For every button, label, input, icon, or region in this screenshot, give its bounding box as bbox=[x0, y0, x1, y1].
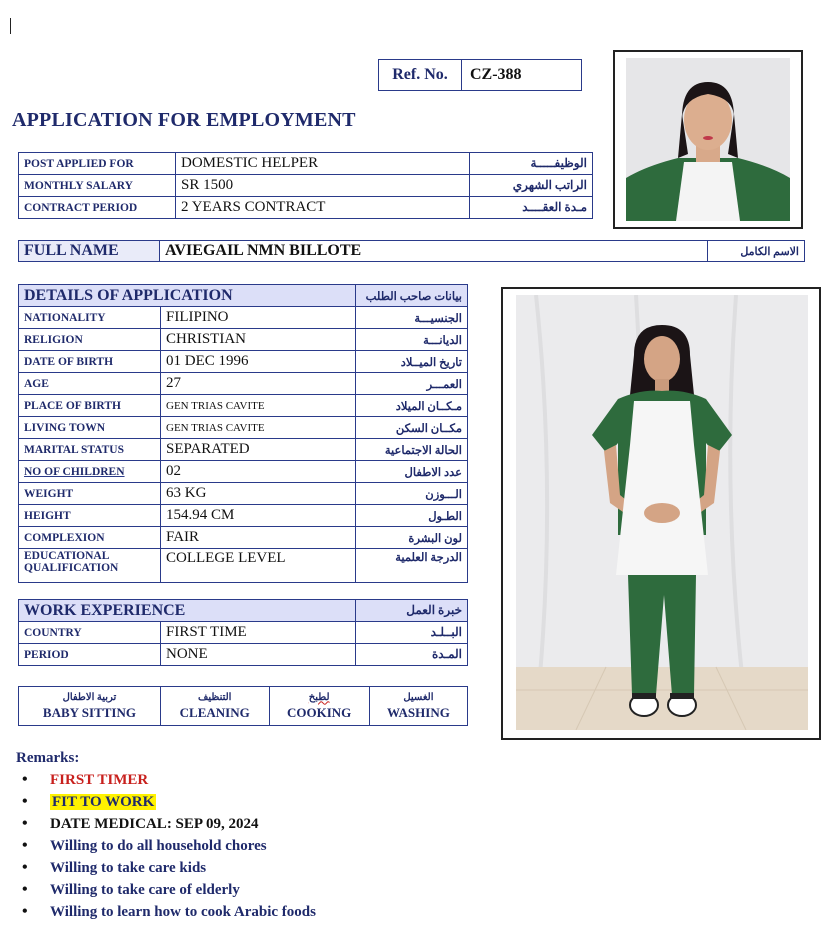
skills-table bbox=[18, 686, 468, 726]
details-label-arabic: تاريخ الميــلاد bbox=[356, 351, 468, 373]
skills-row bbox=[19, 687, 468, 726]
details-value: 01 DEC 1996 bbox=[161, 351, 356, 373]
details-label: DATE OF BIRTH bbox=[19, 351, 161, 373]
skill-baby-sitting bbox=[19, 687, 161, 726]
skill-cooking bbox=[269, 687, 369, 726]
remark-text: FIRST TIMER bbox=[50, 772, 149, 788]
work-header-arabic: خبرة العمل bbox=[356, 600, 468, 622]
details-row bbox=[19, 527, 468, 549]
details-label-arabic: الـــوزن bbox=[356, 483, 468, 505]
details-row bbox=[19, 483, 468, 505]
remark-item bbox=[22, 791, 316, 813]
post-table bbox=[18, 152, 593, 219]
skill-label: CLEANING bbox=[179, 704, 250, 720]
details-label-arabic: عدد الاطفال bbox=[356, 461, 468, 483]
full-name-table bbox=[18, 240, 805, 262]
salary-label: MONTHLY SALARY bbox=[19, 175, 176, 197]
salary-label-arabic: الراتب الشهري bbox=[470, 175, 593, 197]
details-label: NO OF CHILDREN bbox=[19, 461, 161, 483]
details-value: CHRISTIAN bbox=[161, 329, 356, 351]
details-value: GEN TRIAS CAVITE bbox=[161, 417, 356, 439]
portrait-photo bbox=[626, 58, 790, 221]
ref-label: Ref. No. bbox=[379, 60, 462, 90]
work-header: WORK EXPERIENCE bbox=[19, 600, 356, 622]
remark-text: FIT TO WORK bbox=[52, 794, 155, 810]
details-label-arabic: مكــان السكن bbox=[356, 417, 468, 439]
details-row bbox=[19, 329, 468, 351]
full-body-photo-frame bbox=[501, 287, 821, 740]
details-label: NATIONALITY bbox=[19, 307, 161, 329]
details-row bbox=[19, 307, 468, 329]
details-value: 154.94 CM bbox=[161, 505, 356, 527]
work-label-arabic: المـدة bbox=[356, 644, 468, 666]
remark-item bbox=[22, 769, 316, 791]
details-label: HEIGHT bbox=[19, 505, 161, 527]
reference-number-box bbox=[378, 59, 582, 91]
contract-label-arabic: مـدة العقــــد bbox=[470, 197, 593, 219]
details-label: EDUCATIONAL QUALIFICATION bbox=[19, 549, 161, 583]
details-label-arabic: العمـــر bbox=[356, 373, 468, 395]
portrait-photo-frame bbox=[613, 50, 803, 229]
details-label-arabic: الطـول bbox=[356, 505, 468, 527]
work-row bbox=[19, 622, 468, 644]
details-label: COMPLEXION bbox=[19, 527, 161, 549]
details-label-arabic: الدرجة العلمية bbox=[356, 549, 468, 583]
remark-text: Willing to do all household chores bbox=[50, 838, 267, 854]
details-row bbox=[19, 505, 468, 527]
details-header-arabic: بيانات صاحب الطلب bbox=[356, 285, 468, 307]
remarks-list bbox=[22, 769, 316, 923]
remarks-title: Remarks: bbox=[16, 750, 80, 766]
details-value: FILIPINO bbox=[161, 307, 356, 329]
remark-text: Willing to take care of elderly bbox=[50, 882, 240, 898]
details-label: AGE bbox=[19, 373, 161, 395]
skill-arabic: الغسيل bbox=[403, 691, 434, 703]
full-name-label-arabic: الاسم الكامل bbox=[708, 241, 805, 262]
details-header-row bbox=[19, 285, 468, 307]
details-value: FAIR bbox=[161, 527, 356, 549]
skill-label: COOKING bbox=[287, 704, 352, 720]
work-label: COUNTRY bbox=[19, 622, 161, 644]
details-value: 02 bbox=[161, 461, 356, 483]
details-value: SEPARATED bbox=[161, 439, 356, 461]
details-label-arabic: الحالة الاجتماعية bbox=[356, 439, 468, 461]
details-value: 63 KG bbox=[161, 483, 356, 505]
remark-item bbox=[22, 813, 316, 835]
details-label-arabic: مـكــان الميلاد bbox=[356, 395, 468, 417]
details-row bbox=[19, 549, 468, 583]
full-body-photo bbox=[516, 295, 808, 730]
skill-arabic: التنظيف bbox=[198, 691, 232, 703]
post-label: POST APPLIED FOR bbox=[19, 153, 176, 175]
details-row bbox=[19, 395, 468, 417]
work-label-arabic: البــلـد bbox=[356, 622, 468, 644]
details-row bbox=[19, 417, 468, 439]
details-label: WEIGHT bbox=[19, 483, 161, 505]
skill-cleaning bbox=[160, 687, 269, 726]
remark-item bbox=[22, 901, 316, 923]
salary-value: SR 1500 bbox=[176, 175, 470, 197]
remark-item bbox=[22, 835, 316, 857]
details-label: PLACE OF BIRTH bbox=[19, 395, 161, 417]
details-label: RELIGION bbox=[19, 329, 161, 351]
work-value: FIRST TIME bbox=[161, 622, 356, 644]
ref-value: CZ-388 bbox=[470, 66, 522, 83]
details-value: GEN TRIAS CAVITE bbox=[161, 395, 356, 417]
skill-arabic: لطبخ bbox=[308, 691, 330, 703]
remark-item bbox=[22, 879, 316, 901]
skill-washing bbox=[369, 687, 467, 726]
contract-value: 2 YEARS CONTRACT bbox=[176, 197, 470, 219]
work-label: PERIOD bbox=[19, 644, 161, 666]
post-value: DOMESTIC HELPER bbox=[176, 153, 470, 175]
details-row bbox=[19, 373, 468, 395]
details-label-arabic: لون البشرة bbox=[356, 527, 468, 549]
salary-row bbox=[19, 175, 593, 197]
contract-label: CONTRACT PERIOD bbox=[19, 197, 176, 219]
post-label-arabic: الوظيفـــــة bbox=[470, 153, 593, 175]
page-title: APPLICATION FOR EMPLOYMENT bbox=[12, 109, 356, 131]
skill-label: BABY SITTING bbox=[42, 704, 136, 720]
remark-text: DATE MEDICAL: SEP 09, 2024 bbox=[50, 816, 259, 832]
details-value: 27 bbox=[161, 373, 356, 395]
remark-item bbox=[22, 857, 316, 879]
remark-text: Willing to take care kids bbox=[50, 860, 207, 876]
details-header: DETAILS OF APPLICATION bbox=[19, 285, 356, 307]
work-header-row bbox=[19, 600, 468, 622]
work-row bbox=[19, 644, 468, 666]
details-row bbox=[19, 439, 468, 461]
details-table bbox=[18, 284, 468, 583]
details-label: MARITAL STATUS bbox=[19, 439, 161, 461]
text-cursor bbox=[10, 18, 11, 34]
post-row bbox=[19, 153, 593, 175]
details-value: COLLEGE LEVEL bbox=[161, 549, 356, 583]
skill-label: WASHING bbox=[386, 704, 450, 720]
details-label: LIVING TOWN bbox=[19, 417, 161, 439]
remark-text: Willing to learn how to cook Arabic foods bbox=[50, 904, 316, 920]
details-label-arabic: الديانـــة bbox=[356, 329, 468, 351]
work-experience-table bbox=[18, 599, 468, 666]
details-row bbox=[19, 351, 468, 373]
full-name-label: FULL NAME bbox=[19, 241, 160, 262]
full-name-value: AVIEGAIL NMN BILLOTE bbox=[160, 241, 708, 262]
skill-arabic: تربية الاطفال bbox=[62, 691, 117, 703]
work-value: NONE bbox=[161, 644, 356, 666]
contract-row bbox=[19, 197, 593, 219]
details-label-arabic: الجنسيـــة bbox=[356, 307, 468, 329]
full-name-row bbox=[19, 241, 805, 262]
details-row bbox=[19, 461, 468, 483]
